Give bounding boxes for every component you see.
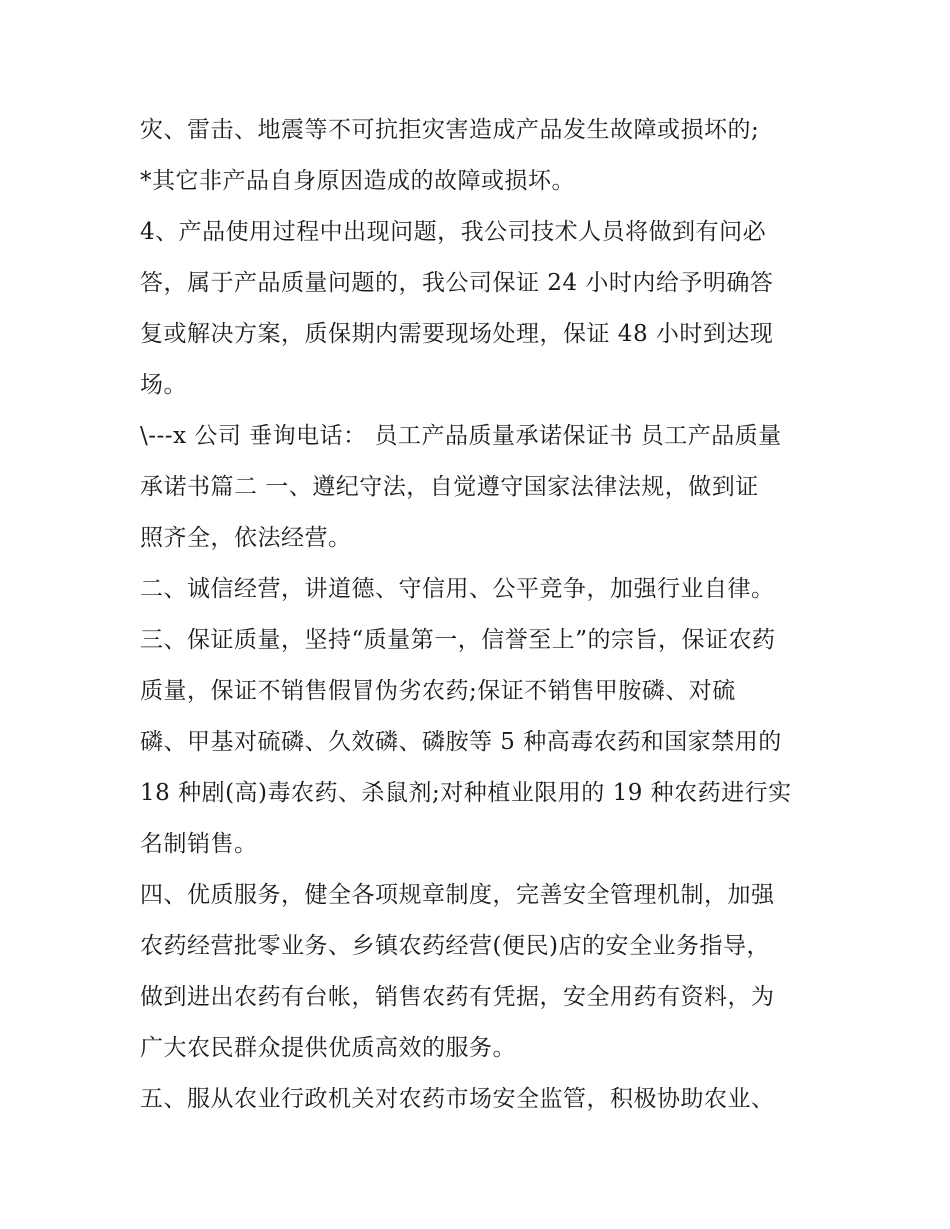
text-line: 名制销售。	[140, 831, 258, 857]
text-line: 磷、甲基对硫磷、久效磷、磷胺等 5 种高毒农药和国家禁用的	[140, 729, 782, 755]
text-line: 四、优质服务，健全各项规章制度，完善安全管理机制，加强	[140, 882, 775, 908]
text-line: 场。	[140, 372, 187, 398]
text-line: 承诺书篇二 一、遵纪守法，自觉遵守国家法律法规，做到证	[140, 474, 759, 500]
text-line: 五、服从农业行政机关对农药市场安全监管，积极协助农业、	[140, 1086, 775, 1112]
text-line: 质量，保证不销售假冒伪劣农药;保证不销售甲胺磷、对硫	[140, 678, 736, 704]
text-line: 三、保证质量，坚持“质量第一，信誉至上”的宗旨，保证农药	[140, 627, 776, 653]
text-line: 复或解决方案，质保期内需要现场处理，保证 48 小时到达现	[140, 321, 774, 347]
text-line: 18 种剧(高)毒农药、杀鼠剂;对种植业限用的 19 种农药进行实	[140, 780, 792, 806]
text-line: 做到进出农药有台帐，销售农药有凭据，安全用药有资料，为	[140, 984, 775, 1010]
text-line: 答，属于产品质量问题的，我公司保证 24 小时内给予明确答	[140, 270, 774, 296]
text-line: \---x 公司 垂询电话： 员工产品质量承诺保证书 员工产品质量	[140, 423, 782, 449]
text-line: 灾、雷击、地震等不可抗拒灾害造成产品发生故障或损坏的;	[140, 117, 760, 143]
text-line: 4、产品使用过程中出现问题，我公司技术人员将做到有问必	[140, 219, 767, 245]
document-body	[140, 105, 820, 1125]
text-line: 二、诚信经营，讲道德、守信用、公平竞争，加强行业自律。	[140, 576, 775, 602]
text-line: 照齐全，依法经营。	[140, 525, 352, 551]
text-line: 农药经营批零业务、乡镇农药经营(便民)店的安全业务指导，	[140, 933, 770, 959]
text-line: 广大农民群众提供优质高效的服务。	[140, 1035, 516, 1061]
text-line: *其它非产品自身原因造成的故障或损坏。	[140, 168, 575, 194]
